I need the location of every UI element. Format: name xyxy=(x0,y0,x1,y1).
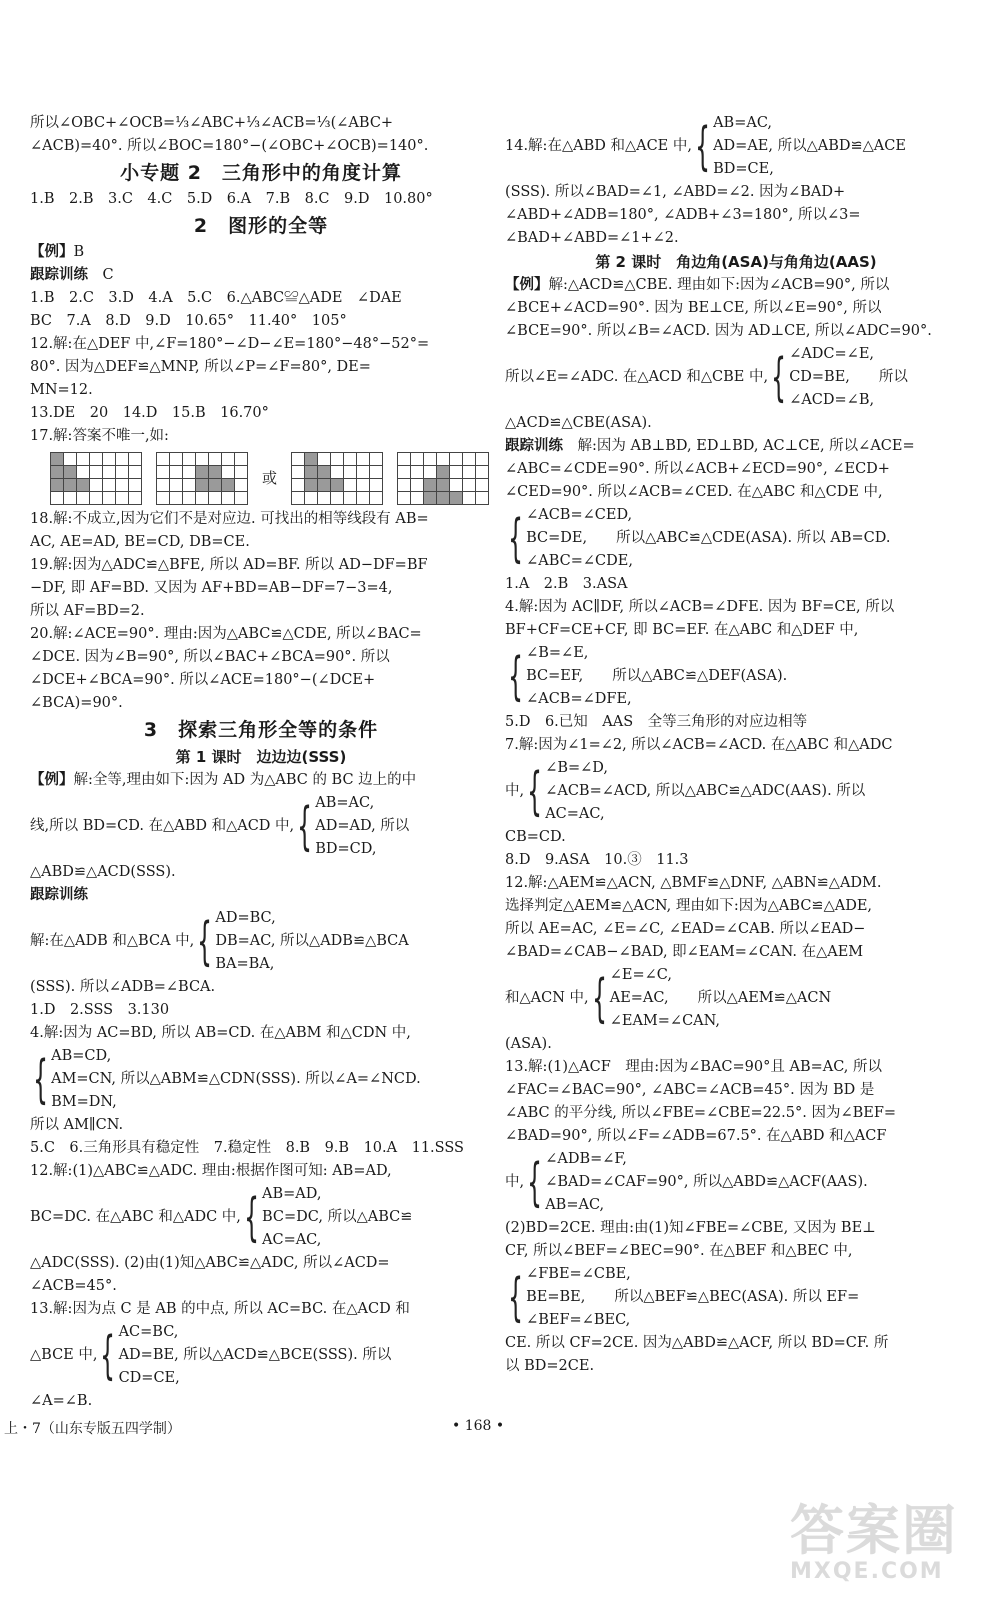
system-lead: 所以∠E=∠ADC. 在△ACD 和△CBE 中, xyxy=(505,369,769,385)
answer-line: ∠ABC 的平分线, 所以∠FBE=∠CBE=22.5°. 因为∠BEF= xyxy=(505,1105,897,1121)
answer-line: 4.解:因为 AC∥DF, 所以∠ACB=∠DFE. 因为 BF=CE, 所以 xyxy=(505,599,895,615)
brace-icon: { xyxy=(695,116,710,177)
grid-figure xyxy=(156,452,248,505)
brace-icon: { xyxy=(33,1049,48,1110)
answer-line: ∠A=∠B. xyxy=(30,1393,93,1409)
answer-text: B xyxy=(73,244,85,260)
system-line: ∠EAM=∠CAN, xyxy=(609,1013,721,1029)
or-label: 或 xyxy=(262,468,278,487)
answer-line: 13.解:因为点 C 是 AB 的中点, 所以 AC=BC. 在△ACD 和 xyxy=(30,1301,410,1317)
example-label: 【例】 xyxy=(30,772,74,788)
system-line: BA=BA, xyxy=(215,956,275,972)
answer-line: 13.DE 20 14.D 15.B 16.70° xyxy=(30,405,269,421)
watermark-logo xyxy=(790,1488,990,1592)
system-line: AB=CD, xyxy=(51,1048,112,1064)
system-line: ∠E=∠C, xyxy=(609,967,672,983)
answer-line: ∠BCE+∠ACD=90°. 因为 BE⊥CE, 所以∠E=90°, 所以 xyxy=(505,300,882,316)
book-label: 上・7（山东专版五四学制） xyxy=(4,1421,181,1437)
system-line: AB=AC, xyxy=(713,115,773,131)
system-lead: △BCE 中, xyxy=(30,1347,98,1363)
system-lead: 中, xyxy=(505,1174,525,1190)
equation-system xyxy=(505,504,967,573)
answer-line: (SSS). 所以∠ADB=∠BCA. xyxy=(30,979,216,995)
watermark-text: 答案圈 xyxy=(790,1499,958,1562)
answer-line: (2)BD=2CE. 理由:由(1)知∠FBE=∠CBE, 又因为 BE⊥ xyxy=(505,1220,876,1236)
answer-line: △ABD≌△ACD(SSS). xyxy=(30,864,176,880)
lesson-heading: 第 1 课时 边边边(SSS) xyxy=(175,748,347,766)
equation-system xyxy=(30,1321,492,1390)
equation-system xyxy=(505,1263,967,1332)
right-column xyxy=(505,112,967,1378)
answer-line: 1.D 2.SSS 3.130 xyxy=(30,1002,170,1018)
system-line: AC=AC, xyxy=(262,1232,322,1248)
system-line: BE=BE, 所以△BEF≌△BEC(ASA). 所以 EF= xyxy=(526,1289,860,1305)
system-line: ∠ACD=∠B, xyxy=(789,392,875,408)
system-line: AB=AD, xyxy=(262,1186,322,1202)
answer-line: (ASA). xyxy=(505,1036,552,1052)
text-line: 所以∠OBC+∠OCB=⅓∠ABC+⅓∠ACB=⅓(∠ABC+ xyxy=(30,115,394,131)
answer-line: ∠DCE. 因为∠B=90°, 所以∠BAC+∠BCA=90°. 所以 xyxy=(30,649,390,665)
answer-line: 7.解:因为∠1=∠2, 所以∠ACB=∠ACD. 在△ABC 和△ADC xyxy=(505,737,893,753)
answer-line: ∠BAD=90°, 所以∠F=∠ADB=67.5°. 在△ABD 和△ACF xyxy=(505,1128,887,1144)
equation-system xyxy=(505,343,967,412)
answer-line: ∠BAD=∠CAB−∠BAD, 即∠EAM=∠CAN. 在△AEM xyxy=(505,944,864,960)
brace-icon: { xyxy=(527,761,543,822)
brace-icon: { xyxy=(508,1267,523,1328)
section-heading: 2 图形的全等 xyxy=(193,215,329,237)
grid-figure xyxy=(291,452,383,505)
answer-line: ∠ACB=45°. xyxy=(30,1278,117,1294)
answer-line: 1.A 2.B 3.ASA xyxy=(505,576,628,592)
brace-icon: { xyxy=(771,347,787,408)
brace-icon: { xyxy=(508,646,523,707)
system-line: BD=CD, xyxy=(315,841,377,857)
brace-icon: { xyxy=(244,1187,259,1248)
answer-line: ∠BCE=90°. 所以∠B=∠ACD. 因为 AD⊥CE, 所以∠ADC=90°. xyxy=(505,323,932,339)
system-line: AB=AC, xyxy=(315,795,375,811)
answer-text: 解:△ACD≌△CBE. 理由如下:因为∠ACB=90°, 所以 xyxy=(548,277,890,293)
answer-line: 19.解:因为△ADC≌△BFE, 所以 AD=BF. 所以 AD−DF=BF xyxy=(30,557,428,573)
section-heading: 3 探索三角形全等的条件 xyxy=(143,719,379,741)
brace-icon: { xyxy=(591,968,607,1029)
system-line: AC=AC, xyxy=(545,806,605,822)
answer-line: BC 7.A 8.D 9.D 10.65° 11.40° 105° xyxy=(30,313,347,329)
answer-line: 12.解:在△DEF 中,∠F=180°−∠D−∠E=180°−48°−52°= xyxy=(30,336,430,352)
system-line: AB=AC, xyxy=(545,1197,605,1213)
system-line: CD=CE, xyxy=(118,1370,180,1386)
follow-label: 跟踪训练 xyxy=(30,267,88,283)
system-line: BC=EF, 所以△ABC≌△DEF(ASA). xyxy=(526,668,788,684)
system-line: AE=AC, 所以△AEM≌△ACN xyxy=(609,990,832,1006)
answer-line: ∠DCE+∠BCA=90°. 所以∠ACE=180°−(∠DCE+ xyxy=(30,672,376,688)
answer-line: 8.D 9.ASA 10.③ 11.3 xyxy=(505,852,689,868)
follow-label: 跟踪训练 xyxy=(30,887,88,903)
left-column xyxy=(30,112,492,1413)
answer-line: −DF, 即 AF=BD. 又因为 AF+BD=AB−DF=7−3=4, xyxy=(30,580,393,596)
answer-line: 13.解:(1)△ACF 理由:因为∠BAC=90°且 AB=AC, 所以 xyxy=(505,1059,883,1075)
example-label: 【例】 xyxy=(505,277,549,293)
brace-icon: { xyxy=(197,911,213,972)
answer-line: 20.解:∠ACE=90°. 理由:因为△ABC≌△CDE, 所以∠BAC= xyxy=(30,626,422,642)
watermark-url: MXQE.COM xyxy=(790,1559,944,1584)
answer-line: BF+CF=CE+CF, 即 BC=EF. 在△ABC 和△DEF 中, xyxy=(505,622,859,638)
system-line: BC=DE, 所以△ABC≌△CDE(ASA). 所以 AB=CD. xyxy=(526,530,891,546)
answer-line: ∠ABD+∠ADB=180°, ∠ADB+∠3=180°, 所以∠3= xyxy=(505,207,861,223)
brace-icon: { xyxy=(508,508,523,569)
system-line: ∠ACB=∠CED, xyxy=(526,507,633,523)
equation-system xyxy=(30,1045,492,1114)
system-line: ∠BEF=∠BEC, xyxy=(526,1312,631,1328)
system-line: ∠B=∠E, xyxy=(526,645,589,661)
system-line: BD=CE, xyxy=(713,161,774,177)
system-line: BC=DC, 所以△ABC≌ xyxy=(262,1209,413,1225)
grid-figure xyxy=(397,452,489,505)
answer-line: MN=12. xyxy=(30,382,93,398)
answer-line: (SSS). 所以∠BAD=∠1, ∠ABD=∠2. 因为∠BAD+ xyxy=(505,184,846,200)
system-line: ∠ADC=∠E, xyxy=(789,346,875,362)
system-line: ∠FBE=∠CBE, xyxy=(526,1266,631,1282)
answer-line: ∠CED=90°. 所以∠ACB=∠CED. 在△ABC 和△CDE 中, xyxy=(505,484,883,500)
system-line: AM=CN, 所以△ABM≌△CDN(SSS). 所以∠A=∠NCD. xyxy=(51,1071,421,1087)
answer-line: 18.解:不成立,因为它们不是对应边. 可找出的相等线段有 AB= xyxy=(30,511,429,527)
system-line: ∠ACB=∠ACD, 所以△ABC≌△ADC(AAS). 所以 xyxy=(545,783,866,799)
system-line: AC=BC, xyxy=(118,1324,179,1340)
answer-line: 以 BD=2CE. xyxy=(505,1358,595,1374)
system-line: AD=AD, 所以 xyxy=(315,818,410,834)
answer-line: 1.B 2.C 3.D 4.A 5.C 6.△ABC≌△ADE ∠DAE xyxy=(30,290,402,306)
system-lead: BC=DC. 在△ABC 和△ADC 中, xyxy=(30,1209,241,1225)
section-heading: 小专题 2 三角形中的角度计算 xyxy=(120,162,402,184)
answer-text: 解:因为 AB⊥BD, ED⊥BD, AC⊥CE, 所以∠ACE= xyxy=(577,438,915,454)
answer-line: 12.解:(1)△ABC≌△ADC. 理由:根据作图可知: AB=AD, xyxy=(30,1163,392,1179)
equation-system xyxy=(30,792,492,861)
follow-label: 跟踪训练 xyxy=(505,438,563,454)
equation-system xyxy=(505,964,967,1033)
system-line: ∠B=∠D, xyxy=(545,760,609,776)
answer-line: △ACD≌△CBE(ASA). xyxy=(505,415,652,431)
system-line: ∠BAD=∠CAF=90°, 所以△ABD≌△ACF(AAS). xyxy=(545,1174,868,1190)
answer-text: C xyxy=(102,267,114,283)
system-line: AD=AE, 所以△ABD≌△ACE xyxy=(713,138,906,154)
system-lead: 14.解:在△ABD 和△ACE 中, xyxy=(505,138,692,154)
brace-icon: { xyxy=(297,796,313,857)
system-line: ∠ACB=∠DFE, xyxy=(526,691,632,707)
answer-line: ∠BCA)=90°. xyxy=(30,695,123,711)
answer-line: AC, AE=AD, BE=CD, DB=CE. xyxy=(30,534,250,550)
text-line: ∠ACB)=40°. 所以∠BOC=180°−(∠OBC+∠OCB)=140°. xyxy=(30,138,429,154)
system-line: AD=BC, xyxy=(215,910,276,926)
answer-line: CF, 所以∠BEF=∠BEC=90°. 在△BEF 和△BEC 中, xyxy=(505,1243,853,1259)
answer-line: △ADC(SSS). (2)由(1)知△ABC≌△ADC, 所以∠ACD= xyxy=(30,1255,390,1271)
system-lead: 解:在△ADB 和△BCA 中, xyxy=(30,933,195,949)
equation-system xyxy=(30,907,492,976)
system-line: BM=DN, xyxy=(51,1094,117,1110)
answer-line: 所以 AE=AC, ∠E=∠C, ∠EAD=∠CAB. 所以∠EAD− xyxy=(505,921,866,937)
equation-system xyxy=(505,1148,967,1217)
answer-line: 17.解:答案不唯一,如: xyxy=(30,428,169,444)
system-line: ∠ADB=∠F, xyxy=(545,1151,627,1167)
brace-icon: { xyxy=(100,1325,116,1386)
answer-line: ∠ABC=∠CDE=90°. 所以∠ACB+∠ECD=90°, ∠ECD+ xyxy=(505,461,890,477)
answer-line: CB=CD. xyxy=(505,829,566,845)
page-footer xyxy=(0,1418,1000,1444)
answer-text: 解:全等,理由如下:因为 AD 为△ABC 的 BC 边上的中 xyxy=(73,772,417,788)
answer-line: 4.解:因为 AC=BD, 所以 AB=CD. 在△ABM 和△CDN 中, xyxy=(30,1025,411,1041)
answer-line: 5.D 6.已知 AAS 全等三角形的对应边相等 xyxy=(505,714,808,730)
answer-line: ∠FAC=∠BAC=90°, ∠ABC=∠ACB=45°. 因为 BD 是 xyxy=(505,1082,875,1098)
page-number: • 168 • xyxy=(452,1418,505,1434)
system-line: AD=BE, 所以△ACD≌△BCE(SSS). 所以 xyxy=(118,1347,392,1363)
system-lead: 和△ACN 中, xyxy=(505,990,589,1006)
system-line: ∠ABC=∠CDE, xyxy=(526,553,633,569)
answer-line: 所以 AF=BD=2. xyxy=(30,603,145,619)
grid-figures xyxy=(30,448,492,508)
system-line: DB=AC, 所以△ADB≌△BCA xyxy=(215,933,409,949)
answer-line: 5.C 6.三角形具有稳定性 7.稳定性 8.B 9.B 10.A 11.SSS xyxy=(30,1140,464,1156)
equation-system xyxy=(505,642,967,711)
brace-icon: { xyxy=(527,1152,543,1213)
answer-line: 选择判定△AEM≌△ACN, 理由如下:因为△ABC≌△ADE, xyxy=(505,898,873,914)
answer-line: 1.B 2.B 3.C 4.C 5.D 6.A 7.B 8.C 9.D 10.80° xyxy=(30,191,433,207)
answer-line: ∠BAD+∠ABD=∠1+∠2. xyxy=(505,230,679,246)
grid-figure xyxy=(50,452,142,505)
answer-line: CE. 所以 CF=2CE. 因为△ABD≌△ACF, 所以 BD=CF. 所 xyxy=(505,1335,889,1351)
system-lead: 中, xyxy=(505,783,525,799)
lesson-heading: 第 2 课时 角边角(ASA)与角角边(AAS) xyxy=(595,253,877,271)
answer-line: 所以 AM∥CN. xyxy=(30,1117,124,1133)
system-lead: 线,所以 BD=CD. 在△ABD 和△ACD 中, xyxy=(30,818,295,834)
equation-system xyxy=(505,757,967,826)
example-label: 【例】 xyxy=(30,244,74,260)
answer-line: 80°. 因为△DEF≌△MNP, 所以∠P=∠F=80°, DE= xyxy=(30,359,371,375)
answer-line: 12.解:△AEM≌△ACN, △BMF≌△DNF, △ABN≌△ADM. xyxy=(505,875,882,891)
equation-system xyxy=(505,112,967,181)
system-line: CD=BE, 所以 xyxy=(789,369,908,385)
equation-system xyxy=(30,1183,492,1252)
